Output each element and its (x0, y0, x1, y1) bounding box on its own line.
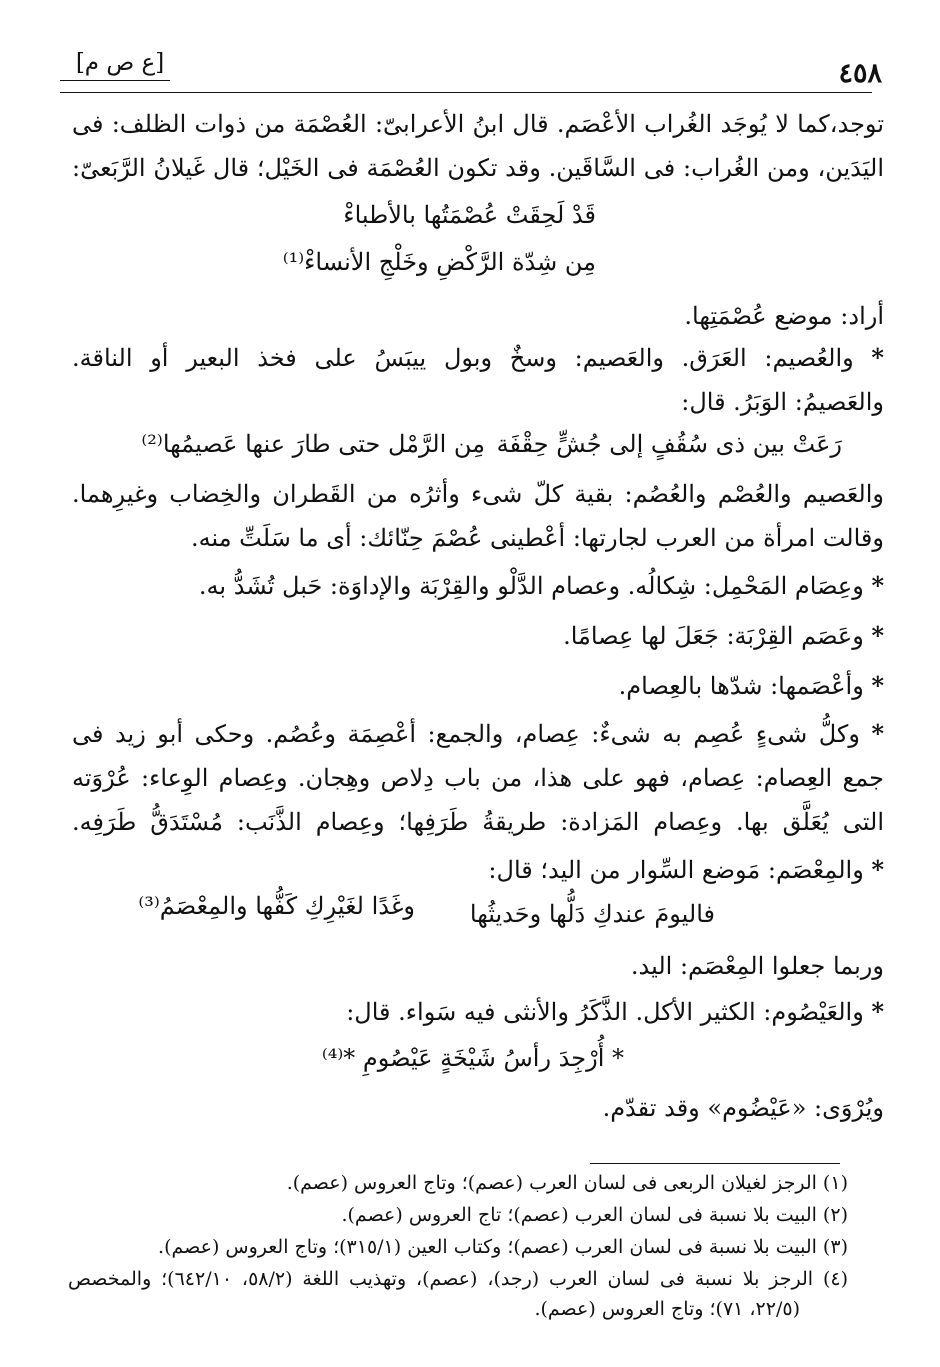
entry-text: وكلُّ شىءٍ عُصِم به شىءٌ: عِصام، والجمع: أعْصِمَة وعُصُم. وحكى أبو زيد فى (72, 720, 860, 748)
root-code-header: [ع ص م] (75, 50, 165, 76)
verse-hemistich-right-1: رَعَتْ بين ذى سُقُفٍ إلى جُشٍّ حِقْفَة (496, 430, 842, 458)
verse-line-3: * أُرْجِدَ رأسُ شَيْخَةٍ عَيْصُومِ *⁽⁴⁾ (321, 1044, 624, 1072)
verse-hemistich-left-1: مِن الرَّمْل حتى طارَ عنها عَصيمُها⁽²⁾ (141, 430, 485, 458)
body-line-3: أراد: موضع عُصْمَتِها. (684, 302, 884, 330)
root-code-underline (60, 80, 170, 81)
entry-marker: * (871, 671, 884, 700)
entry-line-11 (72, 712, 884, 756)
entry-text: وأعْصَمها: شدّها بالعِصام. (618, 672, 864, 700)
verse-hemistich-left-2: وغَدًا لغَيْرِكِ كَفُّها والمِعْصَمُ⁽³⁾ (138, 892, 415, 920)
footnote-4: (٤) الرجز بلا نسبة فى لسان العرب (رجد)، (عصم)، وتهذيب اللغة (٥٨/٢، ٦٤٢/١٠)؛ والمخصص (68, 1268, 848, 1290)
body-line-7: وقالت امرأة من العرب لجارتها: أعْطينى عُصْمَ حِنّائك: أى ما سَلَتِّ منه. (190, 524, 884, 552)
verse-line-1: قَدْ لَحِقَتْ عُصْمَتُها بالأطباءْ (343, 201, 596, 229)
footnote-3: (٣) البيت بلا نسبة فى لسان العرب (عصم)؛ وكتاب العين (٣١٥/١)؛ وتاج العروس (عصم). (158, 1236, 848, 1258)
body-line-13: التى يُعَلَّق بها. وعِصام المَزادة: طريقةُ طَرَفِها؛ وعِصام الذَّنَب: مُسْتَدَقُّ طَرَفِه. (72, 808, 884, 836)
entry-line-16 (72, 990, 884, 1034)
footnote-rule (590, 1163, 840, 1164)
entry-marker: * (871, 719, 884, 748)
body-line-2: اليَدَين، ومن الغُراب: فى السَّاقَين. وقد تكون العُصْمَة فى الخَيْل؛ قال غَيلانُ الرَّبَعىّ: (72, 154, 884, 182)
entry-marker: * (871, 997, 884, 1026)
entry-text: والعُصيم: العَرَق. والعَصيم: وسخٌ وبول ييبَسُ على فخذ البعير أو الناقة. (72, 344, 854, 372)
verse-hemistich-right-2: فاليومَ عندكِ دَلُّها وحَديثُها (469, 900, 715, 928)
entry-marker: * (871, 855, 884, 884)
entry-marker: * (871, 621, 884, 650)
body-line-12: جمع العِصام: عِصام، فهو على هذا، من باب دِلاص وهِجان. وعِصام الوِعاء: عُرْوَته (72, 764, 884, 792)
entry-marker: * (871, 571, 884, 600)
body-line-1: توجد،كما لا يُوجَد الغُراب الأعْصَم. قال ابنُ الأعرابىّ: العُصْمَة من ذوات الظلف: فى (72, 110, 884, 138)
page-number: ٤٥٨ (838, 58, 882, 89)
entry-line-9 (72, 614, 884, 658)
entry-line-10 (72, 664, 884, 708)
body-line-15: وربما جعلوا المِعْصَم: اليد. (630, 952, 884, 980)
entry-line-8 (72, 564, 884, 608)
verse-line-2: مِن شِدّة الرَّكْضِ وخَلْجِ الأنساءْ⁽¹⁾ (282, 248, 596, 276)
entry-line-4 (72, 336, 884, 380)
entry-marker: * (871, 343, 884, 372)
body-line-17: ويُرْوَى: «عَيْضُوم» وقد تقدّم. (602, 1094, 884, 1122)
footnote-1: (١) الرجز لغيلان الربعى فى لسان العرب (عصم)؛ وتاج العروس (عصم). (286, 1172, 848, 1194)
entry-text: والعَيْصُوم: الكثير الأكل. الذَّكَرُ والأنثى فيه سَواء. قال: (346, 998, 864, 1026)
entry-text: وعِصَام المَحْمِل: شِكالُه. وعصام الدَّلْو والقِرْبَة والإداوَة: حَبل تُشَدُّ به. (198, 572, 864, 600)
body-line-5: والعَصيمُ: الوَبَرُ. قال: (681, 388, 884, 416)
body-line-6: والعَصيم والعُصْم والعُصُم: بقية كلّ شىء وأثرُه من القَطران والخِضاب وغيرِهما. (72, 480, 884, 508)
entry-text: والمِعْصَم: مَوضع السِّوار من اليد؛ قال: (488, 856, 864, 884)
footnote-2: (٢) البيت بلا نسبة فى لسان العرب (عصم)؛ تاج العروس (عصم). (341, 1204, 848, 1226)
footnote-4-continued: (٢٢/٥، ٧١)؛ وتاج العروس (عصم). (534, 1298, 800, 1320)
entry-text: وعَصَم القِرْبَة: جَعَلَ لها عِصامًا. (563, 622, 864, 650)
header-rule (60, 92, 872, 93)
